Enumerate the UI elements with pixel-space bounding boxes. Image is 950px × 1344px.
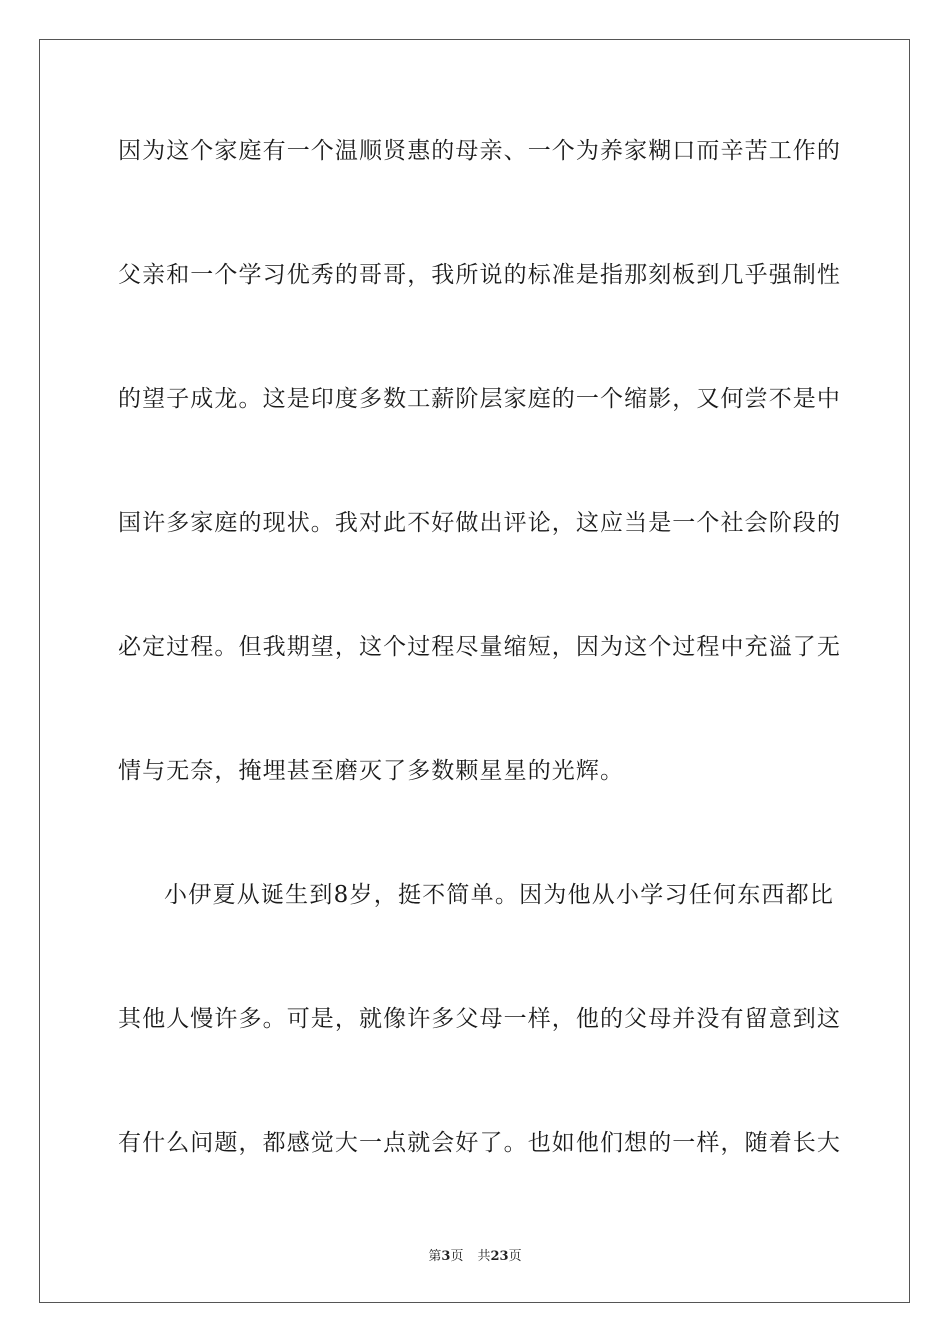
text-line: 国许多家庭的现状。我对此不好做出评论，这应当是一个社会阶段的 [118,510,841,536]
total-pages: 23 [490,1249,509,1264]
paragraph-first-line: 小伊夏从诞生到8岁，挺不简单。因为他从小学习任何东西都比 [164,882,834,908]
text-line: 因为这个家庭有一个温顺贤惠的母亲、一个为养家糊口而辛苦工作的 [118,138,841,164]
page-footer [0,1248,950,1266]
text-line: 其他人慢许多。可是，就像许多父母一样，他的父母并没有留意到这 [118,1006,841,1032]
text-line: 情与无奈，掩埋甚至磨灭了多数颗星星的光辉。 [118,758,625,784]
text-line: 的望子成龙。这是印度多数工薪阶层家庭的一个缩影，又何尝不是中 [118,386,841,412]
page-border [39,39,910,1303]
text-line: 必定过程。但我期望，这个过程尽量缩短，因为这个过程中充溢了无 [118,634,841,660]
page-number: 3 [441,1249,451,1264]
page-prefix: 第 [428,1249,442,1264]
total-suffix: 页 [508,1249,522,1264]
total-prefix: 共 [477,1249,491,1264]
text-line: 父亲和一个学习优秀的哥哥，我所说的标准是指那刻板到几乎强制性 [118,262,841,288]
text-line: 有什么问题，都感觉大一点就会好了。也如他们想的一样，随着长大 [118,1130,841,1156]
page-suffix: 页 [450,1249,464,1264]
